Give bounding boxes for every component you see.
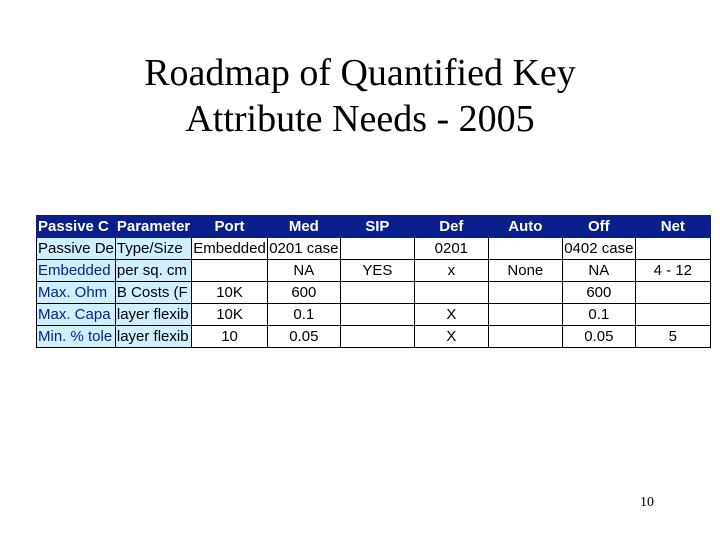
slide-title-line-2: Attribute Needs - 2005 xyxy=(185,98,535,140)
table-cell xyxy=(635,282,710,304)
table-cell-parameter: layer flexib xyxy=(115,326,191,348)
header-cell-off: Off xyxy=(562,216,635,238)
slide-title xyxy=(0,50,720,142)
table-cell xyxy=(192,260,268,282)
table-cell: 10K xyxy=(192,282,268,304)
table-row xyxy=(37,326,711,348)
table-row xyxy=(37,238,711,260)
header-cell-net: Net xyxy=(635,216,710,238)
table-cell: NA xyxy=(562,260,635,282)
table-cell: 5 xyxy=(635,326,710,348)
table-cell: 0.05 xyxy=(267,326,340,348)
table-cell-parameter: B Costs (F xyxy=(115,282,191,304)
table-cell: 0402 case xyxy=(562,238,635,260)
table-cell: X xyxy=(414,326,488,348)
table-cell-label: Max. Ohm xyxy=(37,282,116,304)
table-cell: 600 xyxy=(562,282,635,304)
table-cell: NA xyxy=(267,260,340,282)
table-cell xyxy=(340,238,414,260)
table-cell: 10 xyxy=(192,326,268,348)
table-cell: x xyxy=(414,260,488,282)
table-cell: 0.1 xyxy=(562,304,635,326)
table-cell: 10K xyxy=(192,304,268,326)
table-cell-parameter: per sq. cm xyxy=(115,260,191,282)
table-cell: 0201 xyxy=(414,238,488,260)
table-cell xyxy=(488,326,562,348)
table-cell-label: Min. % tole xyxy=(37,326,116,348)
header-cell-passive-component: Passive C xyxy=(37,216,116,238)
header-cell-auto: Auto xyxy=(488,216,562,238)
table-cell xyxy=(635,238,710,260)
table-cell: 0.05 xyxy=(562,326,635,348)
header-cell-def: Def xyxy=(414,216,488,238)
table-cell xyxy=(488,304,562,326)
table-cell-label: Embedded xyxy=(37,260,116,282)
table-cell xyxy=(488,238,562,260)
table-cell xyxy=(488,282,562,304)
table-cell-parameter: layer flexib xyxy=(115,304,191,326)
header-cell-med: Med xyxy=(267,216,340,238)
table-cell xyxy=(414,282,488,304)
header-cell-parameter: Parameter xyxy=(115,216,191,238)
roadmap-table xyxy=(36,215,711,348)
table-cell: YES xyxy=(340,260,414,282)
roadmap-table-container xyxy=(36,215,711,348)
table-row xyxy=(37,260,711,282)
slide-title-line-1: Roadmap of Quantified Key xyxy=(144,52,576,94)
table-cell: 4 - 12 xyxy=(635,260,710,282)
table-header-row xyxy=(37,216,711,238)
table-cell: X xyxy=(414,304,488,326)
table-cell-parameter: Type/Size xyxy=(115,238,191,260)
page-number: 10 xyxy=(640,495,654,510)
table-cell: 600 xyxy=(267,282,340,304)
table-cell xyxy=(340,304,414,326)
table-cell xyxy=(340,326,414,348)
table-cell: 0.1 xyxy=(267,304,340,326)
table-cell: None xyxy=(488,260,562,282)
table-row xyxy=(37,282,711,304)
table-cell xyxy=(340,282,414,304)
table-cell-label: Max. Capa xyxy=(37,304,116,326)
table-cell xyxy=(635,304,710,326)
table-cell: 0201 case xyxy=(267,238,340,260)
header-cell-port: Port xyxy=(192,216,268,238)
header-cell-sip: SIP xyxy=(340,216,414,238)
table-cell-label: Passive De xyxy=(37,238,116,260)
table-row xyxy=(37,304,711,326)
table-cell: Embedded xyxy=(192,238,268,260)
